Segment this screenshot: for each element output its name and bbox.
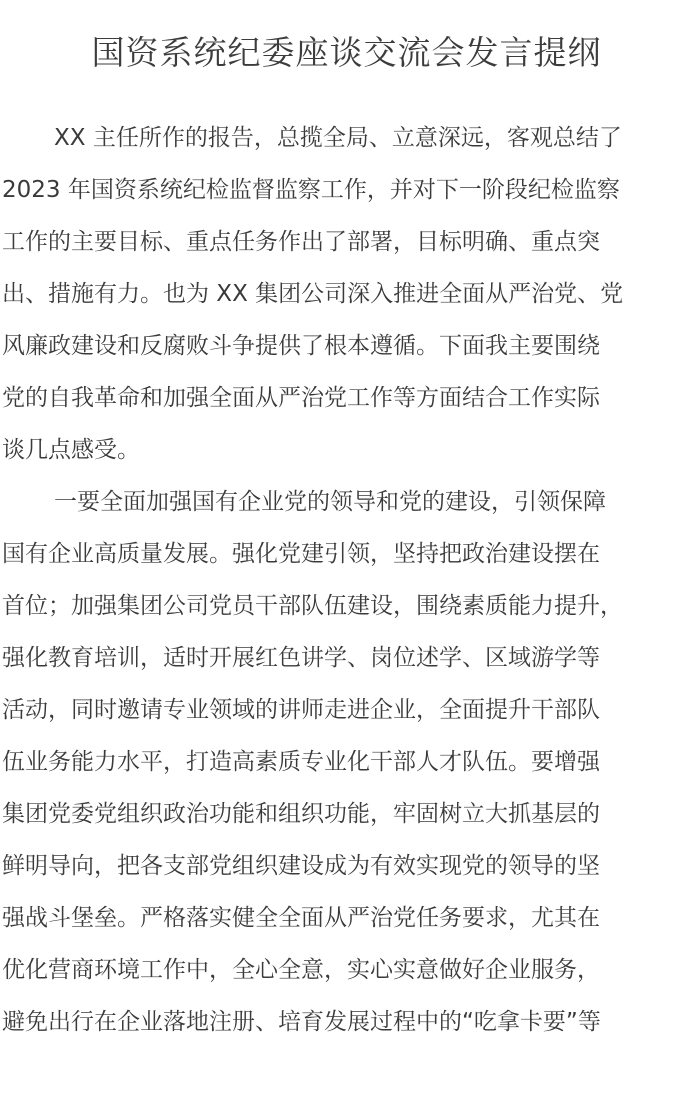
text-line: 强化教育培训，适时开展红色讲学、岗位述学、区域游学等 [2,645,600,671]
text-line: 国有企业高质量发展。强化党建引领，坚持把政治建设摆在 [2,541,600,567]
document-body [0,112,693,1048]
text-line: 优化营商环境工作中，全心全意，实心实意做好企业服务， [2,957,600,983]
text-line: 伍业务能力水平，打造高素质专业化干部人才队伍。要增强 [2,749,600,775]
text-line: 党的自我革命和加强全面从严治党工作等方面结合工作实际 [2,385,600,411]
paragraph-1 [0,112,693,476]
text-line: 避免出行在企业落地注册、培育发展过程中的“吃拿卡要”等 [2,1009,601,1035]
text-line: 2023 年国资系统纪检监督监察工作，并对下一阶段纪检监察 [2,177,620,203]
text-line: 一要全面加强国有企业党的领导和党的建设，引领保障 [54,489,606,515]
text-line: 工作的主要目标、重点任务作出了部署，目标明确、重点突 [2,229,600,255]
text-line: XX 主任所作的报告，总揽全局、立意深远，客观总结了 [54,125,622,151]
paragraph-2 [0,476,693,1048]
text-line: 强战斗堡垒。严格落实健全全面从严治党任务要求，尤其在 [2,905,600,931]
text-line: 首位；加强集团公司党员干部队伍建设，围绕素质能力提升， [2,593,623,619]
text-line: 鲜明导向，把各支部党组织建设成为有效实现党的领导的坚 [2,853,600,879]
document-title: 国资系统纪委座谈交流会发言提纲 [91,33,602,72]
text-line: 集团党委党组织政治功能和组织功能，牢固树立大抓基层的 [2,801,600,827]
text-line: 出、措施有力。也为 XX 集团公司深入推进全面从严治党、党 [2,281,624,307]
text-line: 活动，同时邀请专业领域的讲师走进企业，全面提升干部队 [2,697,600,723]
text-line: 风廉政建设和反腐败斗争提供了根本遵循。下面我主要围绕 [2,333,600,359]
text-line: 谈几点感受。 [2,437,140,463]
